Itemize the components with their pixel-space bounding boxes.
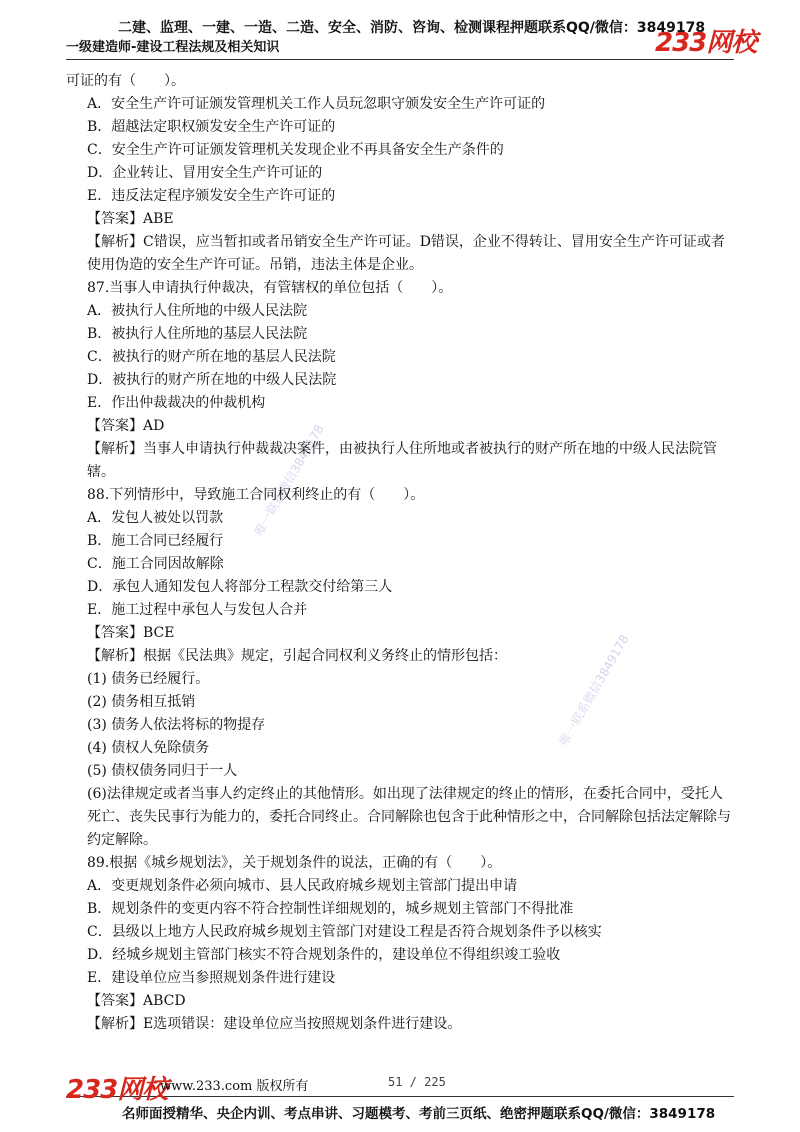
text-line: 【答案】AD [87,418,165,434]
page-number: 51 / 225 [388,1075,446,1089]
brand-logo-footer: 233网校 [66,1075,168,1105]
text-line: E．施工过程中承包人与发包人合并 [87,602,308,618]
text-line: A．安全生产许可证颁发管理机关工作人员玩忽职守颁发安全生产许可证的 [87,96,546,112]
header-divider [66,59,734,60]
text-line: C．县级以上地方人民政府城乡规划主管部门对建设工程是否符合规划条件予以核实 [87,924,602,940]
text-line: C．施工合同因故解除 [87,556,224,572]
text-line: B．规划条件的变更内容不符合控制性详细规划的，城乡规划主管部门不得批准 [87,901,574,917]
text-line: (5) 债权债务同归于一人 [87,763,238,779]
brand-logo-header: 233网校 [655,28,757,58]
text-line: 89.根据《城乡规划法》，关于规划条件的说法，正确的有（ ）。 [87,855,502,871]
text-line: (3) 债务人依法将标的物提存 [87,717,266,733]
text-line: D．企业转让、冒用安全生产许可证的 [87,165,323,181]
text-line: D．承包人通知发包人将部分工程款交付给第三人 [87,579,393,595]
footer-copyright: www.233.com 版权所有 [160,1079,309,1094]
text-line: 【答案】ABE [87,211,174,227]
text-line: D．经城乡规划主管部门核实不符合规划条件的，建设单位不得组织竣工验收 [87,947,561,963]
text-line: 【答案】BCE [87,625,175,641]
text-line: 【解析】C错误，应当暂扣或者吊销安全生产许可证。D错误，企业不得转让、冒用安全生产许可证或者使用伪造的安全生产许可证。吊销，违法主体是企业。 [87,234,725,273]
text-line: 可证的有（ ）。 [66,73,185,89]
text-line: C．被执行的财产所在地的基层人民法院 [87,349,336,365]
text-line: E．作出仲裁裁决的仲裁机构 [87,395,266,411]
text-line: 【解析】根据《民法典》规定，引起合同权利义务终止的情形包括： [87,648,507,664]
text-line: (2) 债务相互抵销 [87,694,196,710]
text-line: (4) 债权人免除债务 [87,740,210,756]
text-line: 88.下列情形中，导致施工合同权利终止的有（ ）。 [87,487,425,503]
document-body [66,70,734,1036]
watermark: 唯一联系微信3849178 [556,632,632,748]
text-line: E．建设单位应当参照规划条件进行建设 [87,970,336,986]
text-line: 【解析】E选项错误：建设单位应当按照规划条件进行建设。 [87,1016,462,1032]
text-line: 【答案】ABCD [87,993,186,1009]
text-line: 87.当事人申请执行仲裁决，有管辖权的单位包括（ ）。 [87,280,453,296]
header-promo-text: 二建、监理、一建、一造、二造、安全、消防、咨询、检测课程押题联系QQ/微信：3849178 [118,20,706,36]
text-line: A．被执行人住所地的中级人民法院 [87,303,308,319]
text-line: E．违反法定程序颁发安全生产许可证的 [87,188,336,204]
text-line: D．被执行的财产所在地的中级人民法院 [87,372,337,388]
text-line: B．施工合同已经履行 [87,533,224,549]
text-line: B．超越法定职权颁发安全生产许可证的 [87,119,336,135]
text-line: (6)法律规定或者当事人约定终止的其他情形。如出现了法律规定的终止的情形，在委托合同中，受托人死亡、丧失民事行为能力的，委托合同终止。合同解除也包含于此种情形之中，合同解除包括法定解除与约定解除。 [87,786,731,848]
text-line: A．发包人被处以罚款 [87,510,224,526]
watermark: 唯一联系微信3849178 [251,422,327,538]
text-line: B．被执行人住所地的基层人民法院 [87,326,308,342]
footer-promo-text: 名师面授精华、央企内训、考点串讲、习题模考、考前三页纸、绝密押题联系QQ/微信：3849178 [122,1106,716,1122]
page-header [0,0,800,60]
text-line: (1) 债务已经履行。 [87,671,210,687]
text-line: C．安全生产许可证颁发管理机关发现企业不再具备安全生产条件的 [87,142,504,158]
header-subtitle: 一级建造师-建设工程法规及相关知识 [66,40,280,55]
text-line: A．变更规划条件必须向城市、县人民政府城乡规划主管部门提出申请 [87,878,518,894]
text-line: 【解析】当事人申请执行仲裁裁决案件，由被执行人住所地或者被执行的财产所在地的中级人民法院管辖。 [87,441,717,480]
